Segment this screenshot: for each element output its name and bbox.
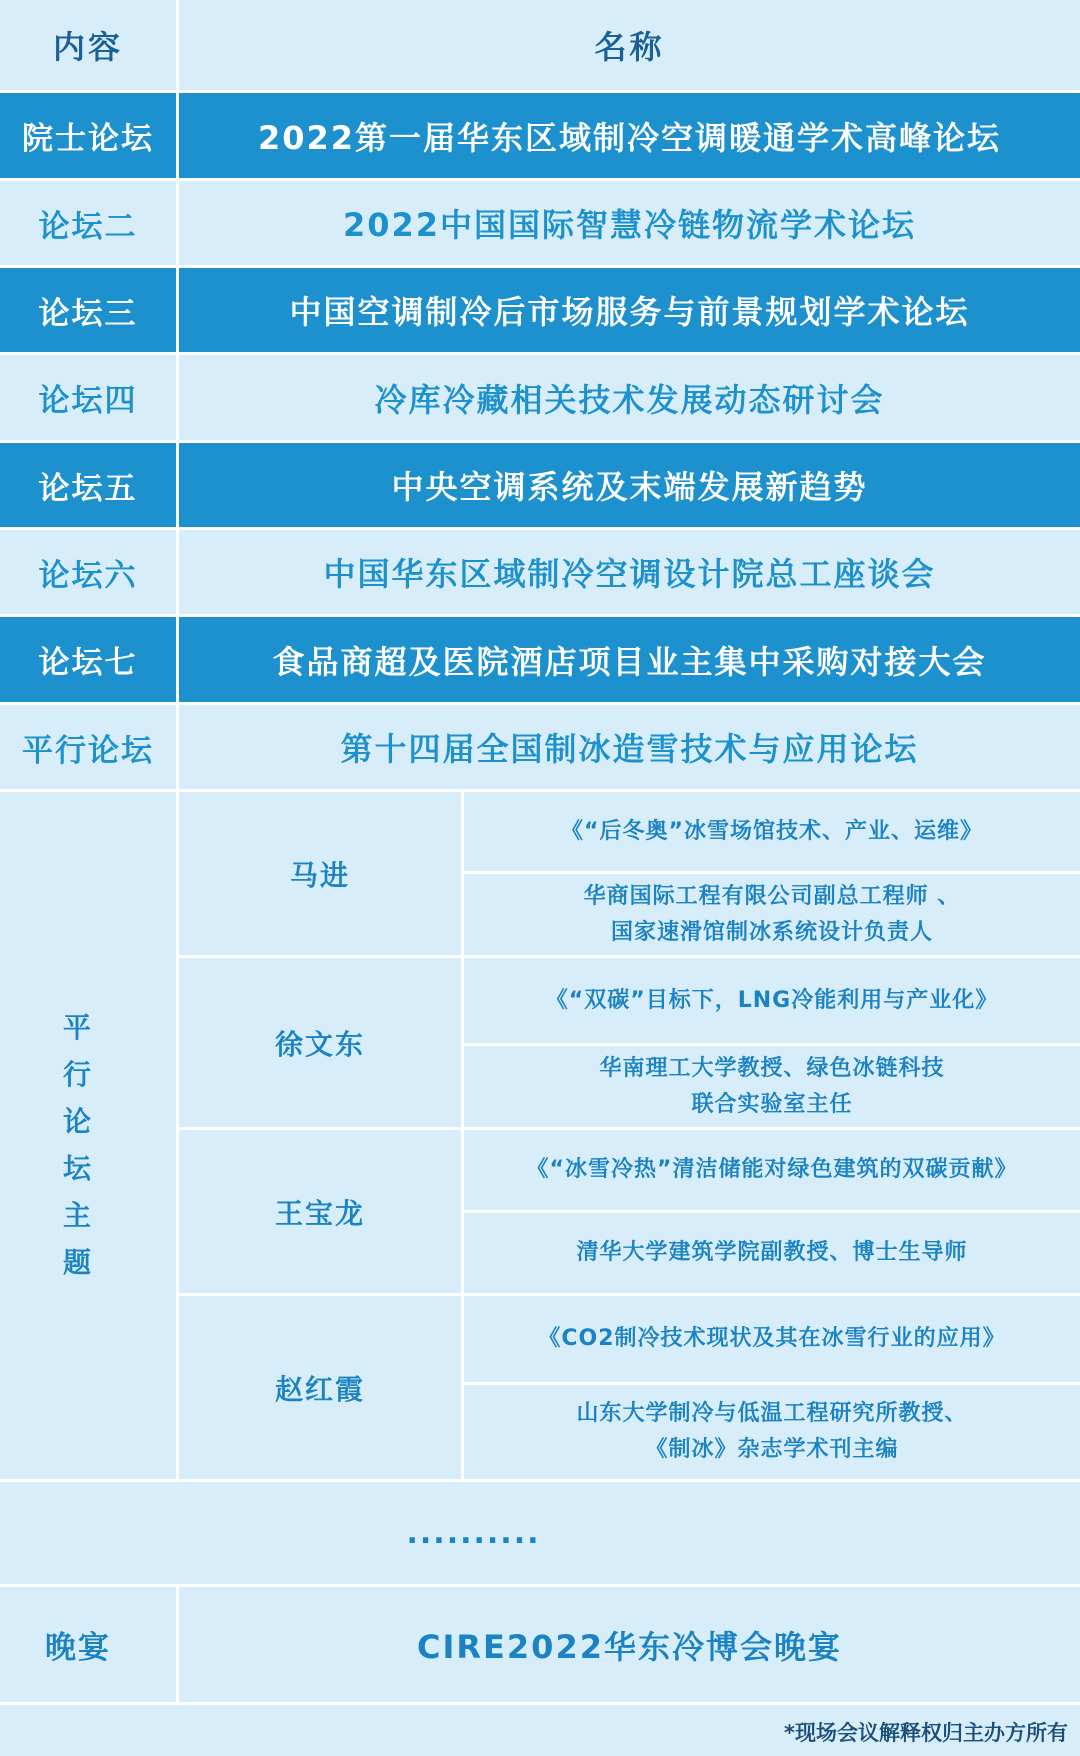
header-col1: 内容 [0,0,176,90]
parallel-label-char: 坛 [62,1152,91,1185]
speaker-title-line: 华商国际工程有限公司副总工程师 、 [583,883,961,909]
forum-label: 论坛五 [0,443,176,527]
forum-label: 论坛四 [0,355,176,440]
speaker-title-line: 山东大学制冷与低温工程研究所教授、 [576,1401,968,1426]
speaker-name: 马进 [289,858,350,892]
forum-name: 中央空调系统及末端发展新趋势 [179,443,1080,527]
speaker-title [464,1046,1080,1127]
divider [176,530,179,614]
speaker-title-line: 清华大学建筑学院副教授、博士生导师 [576,1240,968,1265]
parallel-label-char: 论 [62,1105,91,1138]
forum-name: 中国空调制冷后市场服务与前景规划学术论坛 [179,268,1080,352]
forum-name: 冷库冷藏相关技术发展动态研讨会 [179,355,1080,440]
forum-name: 第十四届全国制冰造雪技术与应用论坛 [179,705,1080,789]
divider [176,181,179,265]
forum-label: 论坛六 [0,530,176,614]
ellipsis: .......... [406,1515,541,1551]
parallel-vertical-label [57,1000,97,1290]
forum-label: 论坛三 [0,268,176,352]
parallel-label-char: 主 [62,1199,91,1232]
divider [176,93,179,178]
footnote: *现场会议解释权归主办方所有 [784,1721,1068,1745]
speaker-topic: 《“后冬奥”冰雪场馆技术、产业、运维》 [561,818,983,844]
forum-name: 中国华东区域制冷空调设计院总工座谈会 [179,530,1080,614]
speaker-name: 赵红霞 [274,1372,365,1406]
speaker-title [464,874,1080,955]
header-col2: 名称 [179,0,1080,90]
divider [176,355,179,440]
speaker-title-line: 国家速滑馆制冰系统设计负责人 [610,919,933,945]
speaker-name: 王宝龙 [274,1196,365,1230]
divider [0,1702,1080,1705]
speaker-name: 徐文东 [274,1027,365,1061]
parallel-label-char: 平 [62,1011,91,1044]
divider [176,705,179,789]
speaker-topic: 《“双碳”目标下，LNG冷能利用与产业化》 [545,987,999,1013]
banquet-label: 晚宴 [45,1630,111,1666]
divider [176,268,179,352]
speaker-topic: 《“冰雪冷热”清洁储能对绿色建筑的双碳贡献》 [526,1157,1018,1182]
forum-name: 2022第一届华东区域制冷空调暖通学术高峰论坛 [179,93,1080,178]
speaker-title-line: 华南理工大学教授、绿色冰链科技 [599,1055,945,1081]
speaker-title [464,1385,1080,1479]
banquet-name: CIRE2022华东冷博会晚宴 [417,1627,842,1666]
forum-label: 论坛七 [0,617,176,702]
divider [176,0,179,90]
divider [176,443,179,527]
forum-label: 论坛二 [0,181,176,265]
speaker-title [464,1213,1080,1293]
speaker-title-line: 联合实验室主任 [691,1091,853,1117]
speaker-topic: 《CO2制冷技术现状及其在冰雪行业的应用》 [538,1326,1006,1351]
forum-label: 平行论坛 [0,705,176,789]
speaker-title-line: 《制冰》杂志学术刊主编 [645,1437,899,1462]
forum-label: 院士论坛 [0,93,176,178]
divider [176,617,179,702]
forum-name: 2022中国国际智慧冷链物流学术论坛 [179,181,1080,265]
parallel-label-char: 行 [62,1058,91,1091]
forum-name: 食品商超及医院酒店项目业主集中采购对接大会 [179,617,1080,702]
parallel-label-char: 题 [62,1246,91,1279]
